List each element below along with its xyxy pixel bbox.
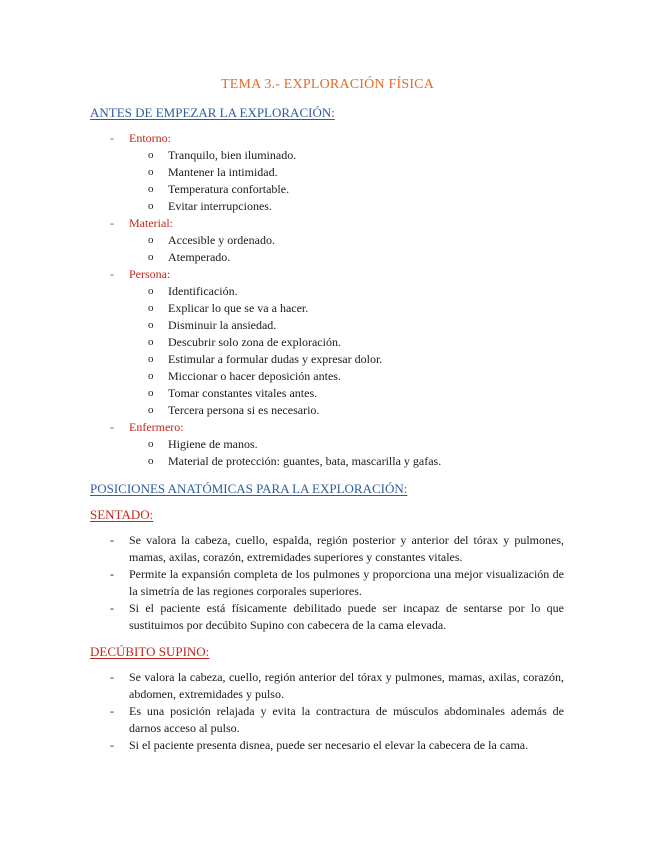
- circle-bullet-icon: o: [148, 455, 154, 467]
- decubito-list: [0, 669, 655, 754]
- list-item: - Si el paciente presenta disnea, puede ser necesario el elevar la cabecera de la cama.: [110, 738, 529, 752]
- dash-bullet: -: [110, 704, 114, 718]
- circle-bullet-icon: o: [148, 438, 154, 450]
- circle-bullet-icon: o: [148, 149, 154, 161]
- circle-bullet-icon: o: [148, 319, 154, 331]
- dash-bullet: -: [110, 567, 114, 581]
- circle-bullet-icon: o: [148, 200, 154, 212]
- list-item: - Es una posición relajada y evita la contractura de músculos abdominales además de darnos acceso al pulso.: [110, 704, 564, 735]
- circle-bullet-icon: o: [148, 370, 154, 382]
- category-persona: [0, 266, 655, 283]
- dash-bullet: -: [110, 267, 114, 281]
- circle-bullet-icon: o: [148, 404, 154, 416]
- list-item: o Disminuir la ansiedad.: [148, 318, 277, 332]
- list-item: - Se valora la cabeza, cuello, espalda, región posterior y anterior del tórax y pulmones, mamas, axilas, corazón, extremidades superiores y constantes vitales.: [110, 533, 564, 564]
- circle-bullet-icon: o: [148, 285, 154, 297]
- circle-bullet-icon: o: [148, 353, 154, 365]
- list-item: - Se valora la cabeza, cuello, región anterior del tórax y pulmones, mamas, axilas, corazón, abdomen, extremidades y pulso.: [110, 670, 564, 701]
- list-item: o Mantener la intimidad.: [148, 165, 278, 179]
- section-heading-anatomical-positions: POSICIONES ANATÓMICAS PARA LA EXPLORACIÓN:: [90, 481, 408, 496]
- dash-bullet: -: [110, 738, 114, 752]
- list-item: - Si el paciente está físicamente debilitado puede ser incapaz de sentarse por lo que sustituimos por decúbito Supino con cabecera de la cama elevada.: [110, 601, 564, 632]
- list-item: o Accesible y ordenado.: [148, 233, 275, 247]
- dash-bullet: -: [110, 131, 114, 145]
- circle-bullet-icon: o: [148, 166, 154, 178]
- category-label: Persona:: [129, 267, 171, 281]
- category-entorno: [0, 130, 655, 147]
- list-item: o Temperatura confortable.: [148, 182, 290, 196]
- circle-bullet-icon: o: [148, 251, 154, 263]
- list-item: o Tranquilo, bien iluminado.: [148, 148, 297, 162]
- subsection-heading-decubito-supino: DECÚBITO SUPINO:: [90, 644, 210, 659]
- dash-bullet: -: [110, 216, 114, 230]
- list-item: o Tomar constantes vitales antes.: [148, 386, 318, 400]
- dash-bullet: -: [110, 601, 114, 615]
- circle-bullet-icon: o: [148, 183, 154, 195]
- list-item: o Material de protección: guantes, bata, mascarilla y gafas.: [148, 454, 442, 468]
- before-exploration-list: [0, 130, 655, 470]
- category-material: [0, 215, 655, 232]
- list-item: o Estimular a formular dudas y expresar dolor.: [148, 352, 383, 366]
- category-label: Enfermero:: [129, 420, 184, 434]
- circle-bullet-icon: o: [148, 302, 154, 314]
- list-item: - Permite la expansión completa de los pulmones y proporciona una mejor visualización de la simetría de las regiones corporales superiores.: [110, 567, 564, 598]
- page-title: TEMA 3.- EXPLORACIÓN FÍSICA: [220, 77, 435, 92]
- list-item: o Miccionar o hacer deposición antes.: [148, 369, 341, 383]
- list-item: o Descubrir solo zona de exploración.: [148, 335, 341, 349]
- list-item: o Evitar interrupciones.: [148, 199, 272, 213]
- circle-bullet-icon: o: [148, 336, 154, 348]
- subsection-heading-sentado: SENTADO:: [90, 507, 154, 522]
- list-item: o Tercera persona si es necesario.: [148, 403, 320, 417]
- dash-bullet: -: [110, 533, 114, 547]
- category-label: Material:: [129, 216, 173, 230]
- section-heading-before-exploration: ANTES DE EMPEZAR LA EXPLORACIÓN:: [90, 105, 335, 120]
- circle-bullet-icon: o: [148, 387, 154, 399]
- category-enfermero: [0, 419, 655, 436]
- circle-bullet-icon: o: [148, 234, 154, 246]
- list-item: o Identificación.: [148, 284, 238, 298]
- category-label: Entorno:: [129, 131, 171, 145]
- sentado-list: [0, 532, 655, 634]
- list-item: o Atemperado.: [148, 250, 231, 264]
- list-item: o Higiene de manos.: [148, 437, 258, 451]
- dash-bullet: -: [110, 420, 114, 434]
- list-item: o Explicar lo que se va a hacer.: [148, 301, 309, 315]
- dash-bullet: -: [110, 670, 114, 684]
